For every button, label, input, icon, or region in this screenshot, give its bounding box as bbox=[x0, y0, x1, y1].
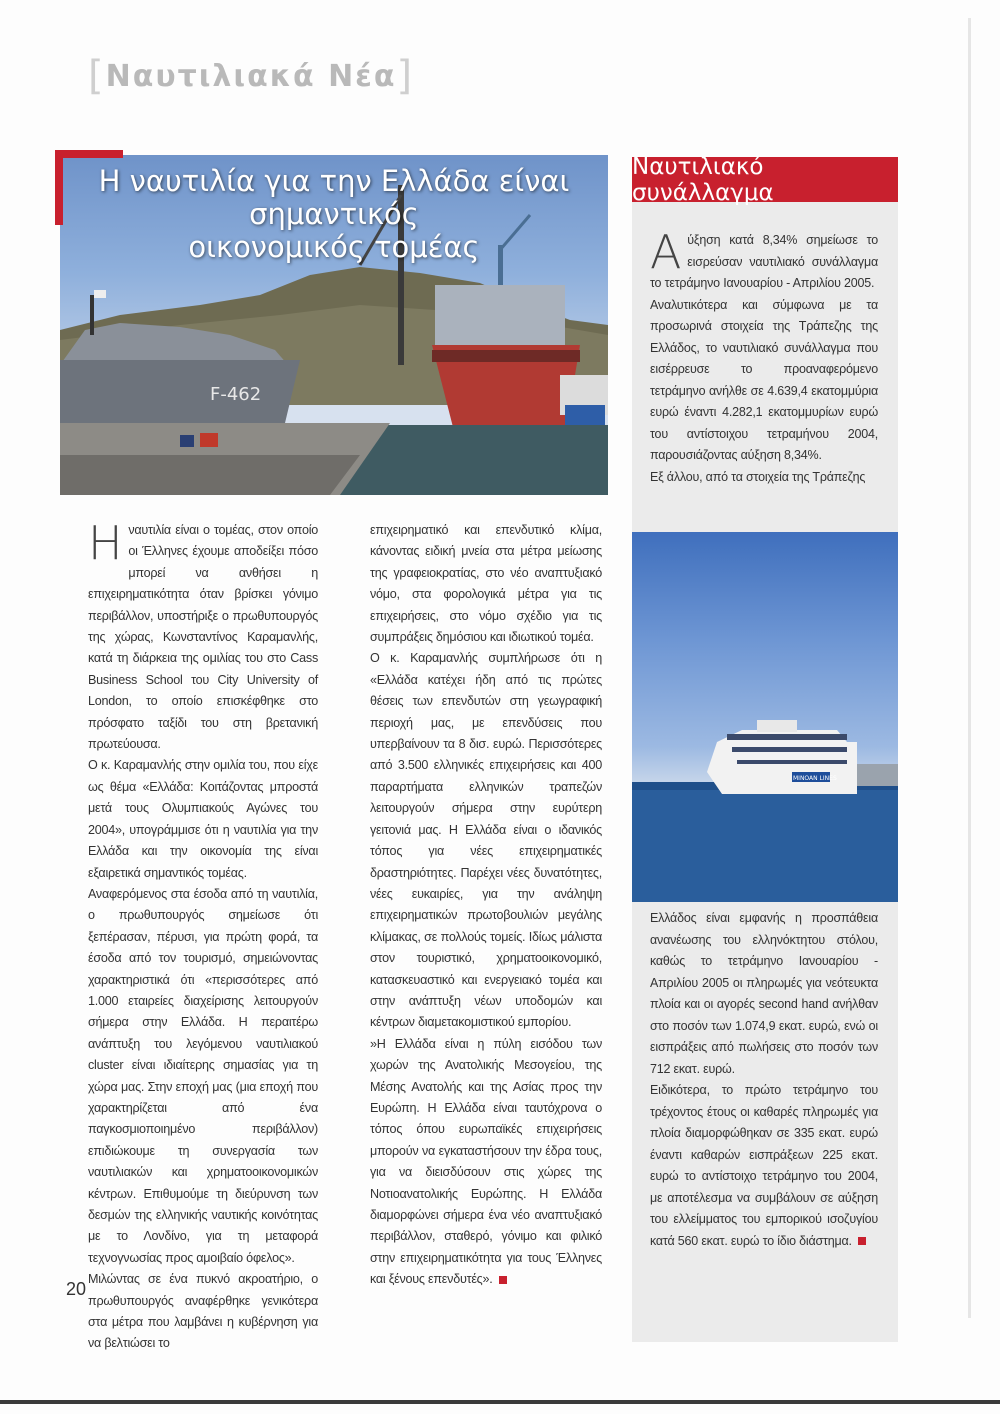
barrel-blue bbox=[180, 435, 194, 447]
page-number: 20 bbox=[66, 1279, 87, 1299]
warship-hull bbox=[60, 360, 300, 423]
hero-accent-top bbox=[55, 150, 123, 158]
article-column-1 bbox=[88, 516, 318, 1355]
ferry-windows-1 bbox=[727, 734, 847, 740]
page-edge bbox=[968, 18, 971, 1318]
article-paragraph bbox=[88, 516, 318, 755]
page-bottom-rule bbox=[0, 1400, 1000, 1404]
article-paragraph bbox=[370, 1034, 602, 1291]
dropcap: Η bbox=[88, 516, 123, 570]
flag bbox=[94, 290, 106, 298]
ferry-illustration bbox=[632, 532, 898, 902]
sidebar-text-top bbox=[650, 225, 878, 488]
ferry-brand-text: MINOAN LINES bbox=[793, 775, 837, 782]
sea-reflection bbox=[632, 790, 898, 902]
section-title bbox=[88, 50, 415, 99]
article-paragraph: επιχειρηματικό και επενδυτικό κλίμα, κάνοντας ειδική μνεία στα μέτρα μείωσης της γραφειοκρατίας, στο νέο αναπτυξιακό νόμο, στα φορολογικά μέτρα για τις επιχειρήσεις, στο νόμο σχέδιο για τις συμπράξεις δημόσιου και ιδιωτικού τομέα. bbox=[370, 523, 602, 645]
article-title bbox=[60, 165, 608, 264]
red-ship-band bbox=[432, 350, 580, 362]
article-paragraph: Αναφερόμενος στα έσοδα από τη ναυτιλία, ο πρωθυπουργός σημείωσε ότι ξεπέρασαν, πέρυσι, για πρώτη φορά, τα έσοδα από τον τουρισμό, σημειώνοντας χαρακτηριστικά ότι «περισσότερες από 1.000 εταιρείες διαχείρισης λειτουργούν σήμερα στην Ελλάδα. Η περαιτέρω ανάπτυξη του λεγόμενου ναυτιλιακού cluster είναι ιδιαίτερης σημασίας για τη χώρα μας. Στην εποχή μας (μια εποχή που χαρακτηρίζεται από ένα παγκοσμιοποιημένο περιβάλλον) επιδιώκουμε τη συνεργασία των ναυτιλιακών και χρηματοοικονομικών κέντρων. Επιθυμούμε τη διεύρυνση των δεσμών της ελληνικής ναυτικής κοινότητας με το Λονδίνο, για τη μεταφορά τεχνογνωσίας προς αμοιβαίο όφελος». bbox=[88, 886, 318, 1265]
quay-shadow bbox=[60, 455, 360, 495]
paragraph-text: ύξηση κατά 8,34% σημείωσε το εισρεύσαν ναυτιλιακό συνάλλαγμα το τετράμηνο Ιανουαρίου - Απριλίου 2005. bbox=[650, 233, 878, 290]
hero-photo-shipyard bbox=[60, 155, 608, 495]
sidebar-text-bottom bbox=[650, 908, 878, 1252]
sidebar-paragraph bbox=[650, 225, 878, 295]
paragraph-text: ναυτιλία είναι ο τομέας, στον οποίο οι Έλληνες έχουμε αποδείξει πόσο μπορεί να ανθήσει η επιχειρηματικότητα όταν βρίσκει γόνιμο περιβάλλον, υποστήριξε ο πρωθυπουργός της χώρας, Κωνσταντίνος Καραμανλής, κατά τη διάρκεια της ομιλίας του στο Cass Business School του City University of London, το οποίο επισκέφθηκε στο πρόσφατο ταξίδι του στη βρετανική πρωτεύουσα. bbox=[88, 523, 318, 752]
bracket-left-icon: [ bbox=[88, 53, 106, 99]
sidebar-paragraph bbox=[650, 1080, 878, 1252]
article-column-2 bbox=[370, 520, 602, 1291]
article-paragraph: Μιλώντας σε ένα πυκνό ακροατήριο, ο πρωθυπουργός αναφέρθηκε γενικότερα στα μέτρα που λαμβάνει η κυβέρνηση για να βελτιώσει το bbox=[88, 1272, 318, 1351]
dropcap: Α bbox=[650, 225, 682, 279]
ferry-windows-3 bbox=[737, 760, 847, 764]
article-paragraph: Ο κ. Καραμανλής στην ομιλία του, που είχε ως θέμα «Ελλάδα: Κοιτάζοντας μπροστά μετά τους Ολυμπιακούς Αγώνες του 2004», υπογράμμισε ότι η ναυτιλία για την Ελλάδα και την οικονομία της είναι εξαιρετικά σημαντικός τομέας. bbox=[88, 758, 318, 880]
article-title-line2: οικονομικός τομέας bbox=[188, 230, 480, 264]
end-of-article-icon bbox=[499, 1276, 507, 1284]
sidebar-paragraph: Αναλυτικότερα και σύμφωνα με τα προσωρινά στοιχεία της Τράπεζης της Ελλάδος, το ναυτιλιακό συνάλλαγμα που εισέρρευσε το προαναφερόμενο τετράμηνο ανήλθε σε 4.639,4 εκατομμύρια ευρώ έναντι 4.282,1 εκατομμυρίων ευρώ του αντίστοιχου τετραμήνου 2004, παρουσιάζοντας αύξηση 8,34%. bbox=[650, 297, 878, 462]
end-of-article-icon bbox=[858, 1237, 866, 1245]
paragraph-text: Ειδικότερα, το πρώτο τετράμηνο του τρέχοντος έτους οι καθαρές πληρωμές για πλοία διαμορφώθηκαν σε 335 εκατ. ευρώ έναντι καθαρών εισπράξεων 225 εκατ. ευρώ το αντίστοιχο τετράμηνο του 2004, με αποτέλεσμα να συμβάλουν σε αύξηση του ελλείμματος του εμπορικού ισοζυγίου κατά 560 εκατ. ευρώ το ίδιο διάστημα. bbox=[650, 1083, 878, 1248]
article-title-line1: Η ναυτιλία για την Ελλάδα είναι σημαντικός bbox=[98, 164, 570, 231]
ferry-windows-2 bbox=[732, 747, 847, 752]
hull-number: F-462 bbox=[210, 384, 262, 405]
sidebar-paragraph: Ελλάδος είναι εμφανής η προσπάθεια ανανέωσης του ελληνόκτητου στόλου, καθώς το τετράμηνο Ιανουαρίου - Απριλίου 2005 οι πληρωμές για νεότευκτα πλοία και οι αγορές second hand ανήλθαν στο ποσόν των 1.074,9 εκατ. ευρώ, ενώ οι εισπράξεις από πωλήσεις στο ποσόν των 712 εκατ. ευρώ. bbox=[650, 911, 878, 1076]
sidebar-paragraph: Εξ άλλου, από τα στοιχεία της Τράπεζης bbox=[650, 469, 866, 484]
sidebar-title: Ναυτιλιακό συνάλλαγμα bbox=[632, 157, 898, 202]
bracket-right-icon: ] bbox=[396, 53, 415, 99]
ferry-funnel bbox=[757, 720, 797, 732]
barrel-red bbox=[200, 433, 218, 447]
article-paragraph: Ο κ. Καραμανλής συμπλήρωσε ότι η «Ελλάδα κατέχει ήδη από τις πρώτες θέσεις των επενδυτών στη γεωγραφική περιοχή μας, με επενδύσεις που υπερβαίνουν τα 8 δισ. ευρώ. Περισσότερες από 3.500 ελληνικές επιχειρήσεις και 400 παραρτήματα ελληνικών τραπεζών λειτουργούν σήμερα στην ευρύτερη γειτονιά μας. Η Ελλάδα είναι ο ιδανικός τόπος για νέες επιχειρηματικές δραστηριότητες. Παρέχει νέες δυνατότητες, νέες ευκαιρίες, για την ανάληψη επιχειρηματικών πρωτοβουλιών μεγάλης κλίμακας, σε πολλούς τομείς. Ιδίως μάλιστα στον τουριστικό, χρηματοοικονομικό, κατασκευαστικό και ενεργειακό τομέα και στην ανάπτυξη νέων υποδομών και κέντρων διαμετακομιστικού εμπορίου. bbox=[370, 651, 602, 1030]
ferry-photo bbox=[632, 532, 898, 902]
paragraph-text: »Η Ελλάδα είναι η πύλη εισόδου των χωρών της Ανατολικής Μεσογείου, της Μέσης Ανατολής και της Ασίας προς την Ευρώπη. Η Ελλάδα είναι ταυτόχρονα ο τόπος όπου ευρωπαϊκές επιχειρήσεις μπορούν να εγκαταστήσουν την έδρα τους, για να διεισδύσουν στις χώρες της Νοτιοανατολικής Ευρώπης. Η Ελλάδα διαμορφώνει σήμερα ένα νέο αναπτυξιακό περιβάλλον, σταθερό, γόνιμο και φιλικό στην επιχειρηματικότητα για τους Έλληνες και ξένους επενδυτές». bbox=[370, 1036, 602, 1287]
warship-mast bbox=[90, 295, 94, 335]
ship-scaffolding bbox=[435, 285, 565, 345]
section-title-text: Ναυτιλιακά Νέα bbox=[105, 59, 397, 94]
